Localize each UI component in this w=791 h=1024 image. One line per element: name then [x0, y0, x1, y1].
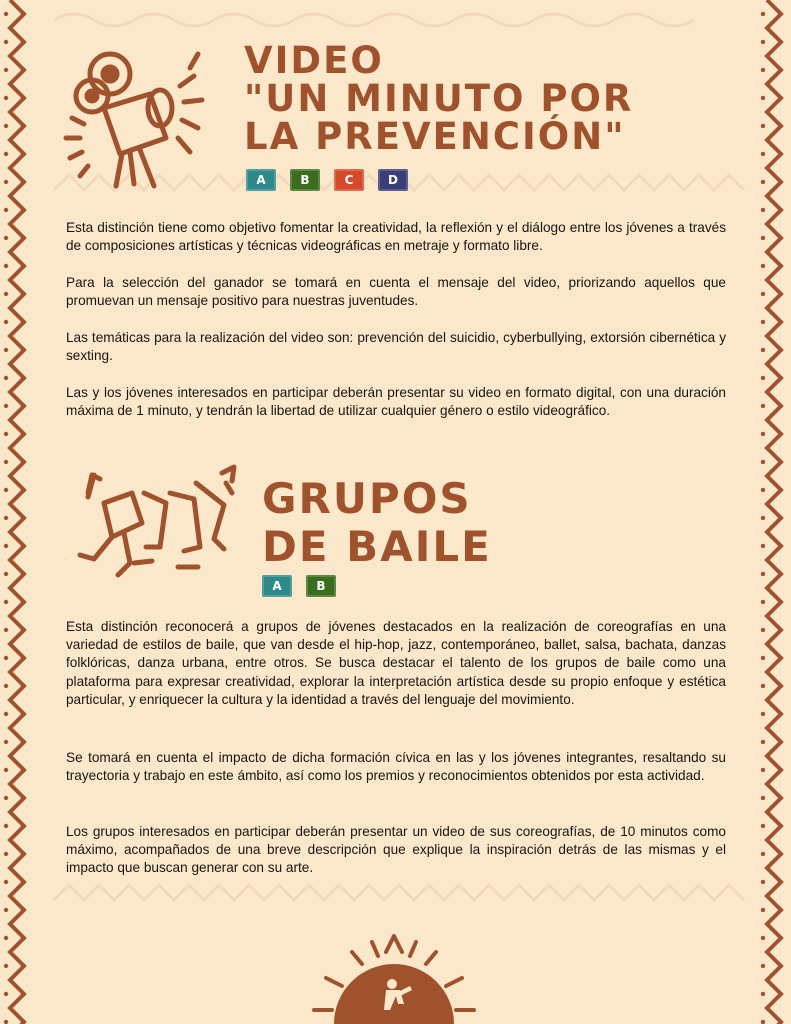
right-zigzag-border	[757, 0, 791, 1024]
zigzag-dot	[761, 796, 765, 800]
zigzag-dot	[761, 936, 765, 940]
video-paragraph: Para la selección del ganador se tomará en cuenta el mensaje del video, priorizando aquellos que promuevan un mensaje positivo para nuestras juventudes.	[66, 275, 726, 309]
zigzag-dot	[4, 852, 8, 856]
zigzag-dot	[4, 488, 8, 492]
category-badge-b: B	[290, 169, 320, 191]
zigzag-dot	[4, 432, 8, 436]
dance-paragraph: Se tomará en cuenta el impacto de dicha formación cívica en las y los jóvenes integrantes, resaltando su trayectoria y trabajo en este ámbito, así como los premios y reconocimientos obtenidos por esta actividad.	[66, 750, 726, 784]
category-badge-a: A	[262, 575, 292, 597]
video-section-title	[244, 39, 634, 158]
zigzag-dot	[4, 376, 8, 380]
left-zigzag-border	[0, 0, 34, 1024]
zigzag-dot	[761, 292, 765, 296]
zigzag-dot	[761, 768, 765, 772]
zigzag-dot	[761, 348, 765, 352]
title-line: VIDEO	[244, 39, 384, 82]
zigzag-dot	[761, 684, 765, 688]
zigzag-dot	[4, 880, 8, 884]
video-category-badges	[246, 169, 408, 191]
zigzag-dot	[4, 908, 8, 912]
zigzag-dot	[4, 68, 8, 72]
zigzag-dot	[4, 124, 8, 128]
zigzag-dot	[761, 488, 765, 492]
zigzag-dot	[761, 208, 765, 212]
category-badge-c: C	[334, 169, 364, 191]
zigzag-dot	[761, 40, 765, 44]
video-paragraph: Las temáticas para la realización del video son: prevención del suicidio, cyberbullying, extorsión cibernética y sexting.	[66, 330, 726, 364]
dance-paragraph: Los grupos interesados en participar deberán presentar un video de sus coreografías, de 10 minutos como máximo, acompañados de una breve descripción que explique la inspiración detrás de las mismas y el impacto que buscan generar con su arte.	[66, 824, 726, 876]
zigzag-dot	[4, 992, 8, 996]
dancers-icon	[74, 463, 244, 583]
zigzag-dot	[4, 656, 8, 660]
zigzag-dot	[4, 1020, 8, 1024]
zigzag-dot	[761, 1020, 765, 1024]
title-line: GRUPOS	[262, 474, 472, 523]
zigzag-dot	[761, 572, 765, 576]
zigzag-dot	[761, 852, 765, 856]
zigzag-dot	[761, 320, 765, 324]
zigzag-dot	[761, 180, 765, 184]
zigzag-dot	[4, 572, 8, 576]
zigzag-dot	[761, 432, 765, 436]
zigzag-dot	[761, 236, 765, 240]
sun-emblem-icon	[312, 932, 476, 1024]
zigzag-dot	[761, 544, 765, 548]
zigzag-dot	[4, 628, 8, 632]
dance-section-title	[262, 474, 492, 574]
zigzag-dot	[4, 264, 8, 268]
zigzag-dot	[761, 404, 765, 408]
zigzag-dot	[761, 600, 765, 604]
zigzag-dot	[761, 908, 765, 912]
zigzag-dot	[4, 600, 8, 604]
category-badge-d: D	[378, 169, 408, 191]
zigzag-dot	[4, 740, 8, 744]
zigzag-line	[767, 0, 781, 1024]
zigzag-dot	[761, 152, 765, 156]
zigzag-dot	[4, 684, 8, 688]
zigzag-dot	[761, 12, 765, 16]
zigzag-dot	[4, 796, 8, 800]
zigzag-dot	[761, 712, 765, 716]
zigzag-dot	[4, 936, 8, 940]
zigzag-dot	[4, 40, 8, 44]
zigzag-dot	[761, 264, 765, 268]
zigzag-dot	[761, 964, 765, 968]
zigzag-dot	[4, 516, 8, 520]
zigzag-dot	[4, 292, 8, 296]
zigzag-dot	[4, 824, 8, 828]
zigzag-dot	[4, 152, 8, 156]
zigzag-dot	[761, 992, 765, 996]
zigzag-dot	[761, 376, 765, 380]
film-camera-icon	[62, 46, 222, 196]
zigzag-dot	[761, 628, 765, 632]
zigzag-dot	[761, 96, 765, 100]
zigzag-dot	[761, 656, 765, 660]
video-paragraph: Esta distinción tiene como objetivo fomentar la creatividad, la reflexión y el diálogo entre los jóvenes a través de composiciones artísticas y técnicas videográficas en metraje y formato libre.	[66, 220, 726, 254]
zigzag-dot	[4, 12, 8, 16]
video-paragraph: Las y los jóvenes interesados en participar deberán presentar su video en formato digital, con una duración máxima de 1 minuto, y tendrán la libertad de utilizar cualquier género o estilo videográfico.	[66, 385, 726, 419]
zigzag-dot	[761, 460, 765, 464]
zigzag-dot	[4, 180, 8, 184]
zigzag-dot	[4, 964, 8, 968]
zigzag-dot	[4, 460, 8, 464]
zigzag-dot	[761, 880, 765, 884]
dance-paragraph: Esta distinción reconocerá a grupos de jóvenes destacados en la realización de coreografías en una variedad de estilos de baile, que van desde el hip-hop, jazz, contemporáneo, ballet, salsa, bachata, danzas folklóricas, danza urbana, entre otros. Se busca destacar el talento de los grupos de baile como una plataforma para expresar creatividad, explorar la interpretación artística desde su propio enfoque y estética particular, y enriquecer la cultura y la identidad a través del lenguaje del movimiento.	[66, 619, 726, 707]
title-line: "UN MINUTO POR	[244, 77, 634, 120]
zigzag-line	[10, 0, 24, 1024]
zigzag-dot	[4, 712, 8, 716]
zigzag-dot	[4, 320, 8, 324]
zigzag-dot	[761, 824, 765, 828]
zigzag-dot	[4, 236, 8, 240]
zigzag-dot	[4, 404, 8, 408]
title-line: DE BAILE	[262, 522, 492, 571]
zigzag-dot	[761, 740, 765, 744]
dance-category-badges	[262, 575, 336, 597]
zigzag-dot	[761, 516, 765, 520]
zigzag-dot	[4, 768, 8, 772]
zigzag-dot	[4, 208, 8, 212]
category-badge-a: A	[246, 169, 276, 191]
category-badge-b: B	[306, 575, 336, 597]
title-line: LA PREVENCIÓN"	[244, 115, 626, 158]
zigzag-dot	[4, 544, 8, 548]
zigzag-dot	[4, 348, 8, 352]
zigzag-dot	[4, 96, 8, 100]
zigzag-dot	[761, 124, 765, 128]
zigzag-dot	[761, 68, 765, 72]
